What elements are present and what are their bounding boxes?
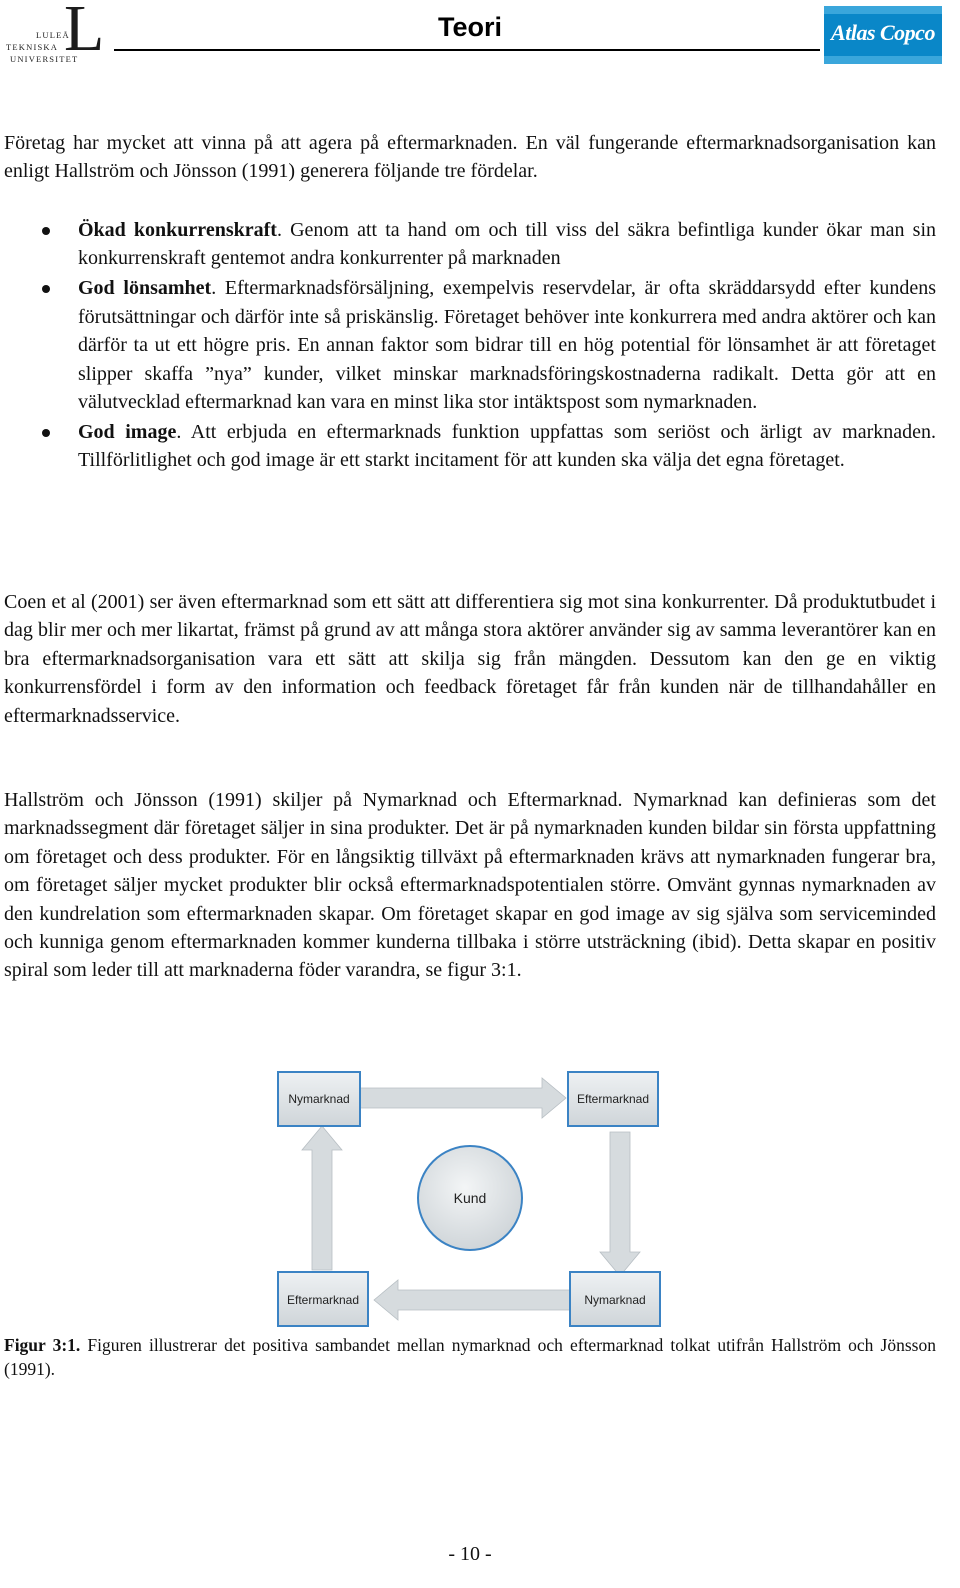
- ltu-logo-line1: LULEÅ: [36, 30, 70, 40]
- page-number: - 10 -: [448, 1543, 492, 1565]
- caption-text: Figuren illustrerar det positiva sambandet mellan nymarknad och eftermarknad tolkat utifrån Hallström och Jönsson (1991).: [4, 1335, 936, 1379]
- header-rule: [114, 49, 820, 51]
- arrow-up: [302, 1126, 342, 1270]
- arrow-right: [360, 1078, 566, 1118]
- list-item: [0, 274, 936, 416]
- box-bottom-left-label: Eftermarknad: [286, 1293, 360, 1307]
- atlas-copco-logo: [824, 6, 942, 64]
- figure-caption: [4, 1333, 936, 1381]
- caption-label: Figur 3:1.: [4, 1335, 81, 1355]
- bullet-term: God lönsamhet: [78, 277, 212, 300]
- bullet-term: Ökad konkurrenskraft: [78, 219, 277, 241]
- kund-label: Kund: [453, 1190, 487, 1206]
- bullet-text: . Genom att ta hand om och till viss del säkra befintliga kunder ökar man sin konkurrenskraft gentemot andra konkurrenter på marknaden: [78, 219, 936, 270]
- box-top-left-label: Nymarknad: [288, 1092, 350, 1106]
- bullet-text: . Att erbjuda en eftermarknads funktion uppfattas som seriöst och ärligt av marknaden. Tillförlitlighet och god image är ett starkt incitament för att kunden ska välja det egna företaget.: [78, 421, 936, 472]
- arrow-down: [600, 1132, 640, 1276]
- ltu-logo: [2, 2, 120, 68]
- market-cycle-diagram: [270, 1066, 670, 1336]
- atlas-logo-stripe-bottom: [824, 56, 942, 64]
- box-top-right-label: Eftermarknad: [576, 1092, 650, 1106]
- ltu-logo-line3: UNIVERSITET: [10, 54, 79, 64]
- paragraph-markets: Hallström och Jönsson (1991) skiljer på Nymarknad och Eftermarknad. Nymarknad kan definieras som det marknadssegment där företaget säljer in sina produkter. Det är på nymarknaden kunden bildar sin första uppfattning om företaget och dess produkter. För en långsiktig tillväxt på eftermarknaden krävs att nymarknaden fungerar bra, om företaget säljer mycket produkter blir också eftermarknadspotentialen större. Omvänt gynnas nymarknaden av den kundrelation som eftermarknaden skapar. Om företaget skapar en god image av sig själva som serviceminded och kunniga genom eftermarknaden kommer kunderna tillbaka i större utsträckning (ibid). Detta skapar en positiv spiral som leder till att marknaderna föder varandra, se figur 3:1.: [4, 789, 936, 982]
- ltu-logo-letter: L: [64, 0, 105, 65]
- advantages-list: [0, 216, 936, 476]
- list-item: [0, 418, 936, 475]
- bullet-text: . Eftermarknadsförsäljning, exempelvis reservdelar, är ofta skräddarsydd efter kundens förutsättningar och därför inte så priskänslig. Företaget behöver inte konkurrera med andra aktörer och kan därför ta ut ett högre pris. En annan faktor som bidrar till en hög potential för lönsamhet är att företaget slipper skaffa ”nya” kunder, vilket minskar marknadsföringskostnaderna radikalt. Detta gör att en välutvecklad eftermarknad kan vara en minst lika stor intäktspost som nymarknaden.: [78, 277, 936, 414]
- paragraph-differentiation: Coen et al (2001) ser även eftermarknad som ett sätt att differentiera sig mot sina konkurrenter. Då produktutbudet i dag blir mer och mer likartat, främst på grund av att många stora aktörer använder sig av samma leverantörer kan en bra eftermarknadsorganisation vara ett sätt att skilja sig från mängden. Dessutom kan den ge en viktig konkurrensfördel i form av den information och feedback företaget får från kunden när de tillhandahåller en eftermarknadsservice.: [4, 591, 936, 727]
- intro-paragraph: Företag har mycket att vinna på att agera på eftermarknaden. En väl fungerande eftermarknadsorganisation kan enligt Hallström och Jönsson (1991) generera följande tre fördelar.: [4, 132, 936, 183]
- bullet-icon: [42, 285, 50, 293]
- ltu-logo-line2: TEKNISKA: [6, 42, 59, 52]
- bullet-icon: [42, 227, 50, 235]
- atlas-logo-stripe-top: [824, 6, 942, 14]
- page-header: [0, 0, 960, 80]
- list-item: [0, 216, 936, 273]
- box-bottom-right-label: Nymarknad: [584, 1293, 646, 1307]
- page-title: Teori: [437, 12, 502, 42]
- bullet-icon: [42, 429, 50, 437]
- bullet-term: God image: [78, 421, 177, 444]
- atlas-logo-text: Atlas Copco: [831, 20, 935, 45]
- arrow-left: [374, 1280, 570, 1320]
